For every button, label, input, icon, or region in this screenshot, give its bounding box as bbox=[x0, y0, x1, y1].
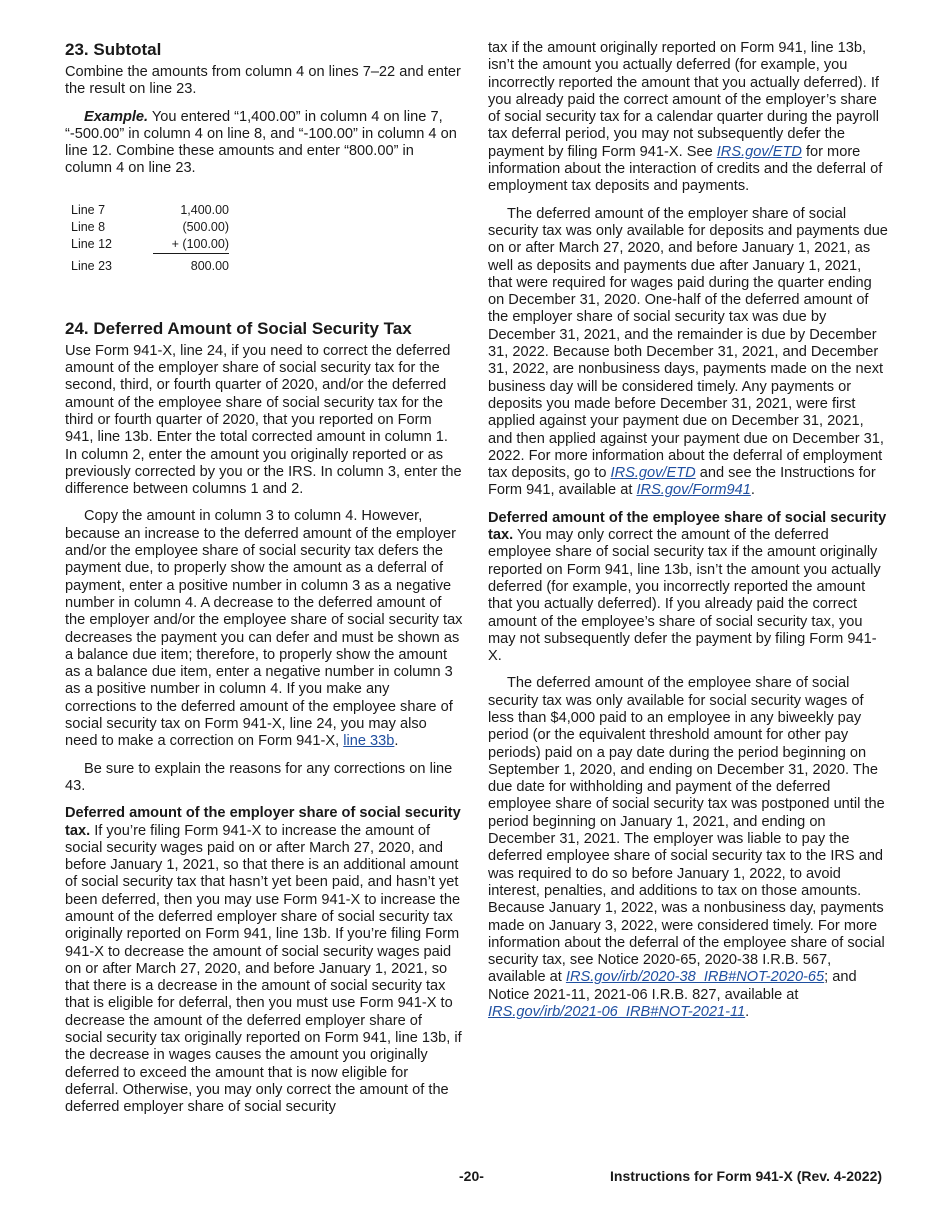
table-row bbox=[65, 236, 229, 254]
irs-etd-link[interactable]: IRS.gov/ETD bbox=[610, 465, 696, 482]
paragraph-text: . bbox=[750, 482, 755, 499]
right-paragraph-4 bbox=[488, 675, 888, 1021]
row-value: (500.00) bbox=[182, 219, 229, 234]
employer-share-text: If you’re filing Form 941-X to increase the amount of social security wages paid on or after March 27, 2020, and before January 1, 2021, so that there is an additional amount of social security tax that hasn’t yet been paid, and hasn’t yet been deferred, then you may use Form 941-X to increase the amount of the deferred employer share of social security tax originally reported on Form 941, line 13b. If you’re filing Form 941-X to decrease the amount of social security wages paid on or after March 27, 2020, and before January 1, 2021, so that there is a decrease in the amount of social security tax that is eligible for deferral, then you must use Form 941-X to decrease the amount of the deferred employer share of social security tax originally reported on Form 941, line 13b, if the decrease in wages causes the amount you originally deferred to exceed the amount that is now eligible for deferral. Otherwise, you may only correct the amount of the deferred employer share of social security bbox=[65, 822, 462, 1116]
irs-form941-link[interactable]: IRS.gov/Form941 bbox=[636, 482, 751, 499]
employee-share-heading: Deferred amount of the employee share of social security tax. bbox=[488, 509, 887, 544]
paragraph-text: ; and Notice 2021-11, 2021-06 I.R.B. 827, available at bbox=[488, 969, 857, 1003]
paragraph-text: Copy the amount in column 3 to column 4. However, because an increase to the deferred amount of the employer and/or the employee share of social security tax defers the payment due, to properly show the amount as a deferral of payment, enter a positive number in column 3 as a negative number in column 4. A decrease to the deferred amount of the employer and/or the employee share of social security tax decreases the payment you can defer and must be shown as a balance due item; therefore, to properly show the amount as a balance due item, enter a negative number in column 3 as a positive number in column 4. If you make any corrections to the deferred amount of the employee share of social security tax on Form 941-X, line 24, you may also need to make a correction on Form 941-X, bbox=[65, 508, 463, 750]
employer-share-heading: Deferred amount of the employer share of social security tax. bbox=[65, 805, 461, 839]
paragraph-text: . bbox=[394, 733, 399, 750]
example-label: Example. bbox=[84, 108, 149, 125]
paragraph-text: for more information about the interaction of credits and the deferral of employment tax deposits and payments. bbox=[488, 143, 883, 195]
notice-2020-65-link[interactable]: IRS.gov/irb/2020-38_IRB#NOT-2020-65 bbox=[565, 969, 825, 986]
table-row bbox=[65, 219, 229, 236]
table-row-total bbox=[65, 253, 229, 275]
row-label: Line 12 bbox=[71, 237, 113, 252]
section-23-title: 23. Subtotal bbox=[65, 40, 162, 59]
employer-share-paragraph bbox=[65, 805, 463, 1116]
section-24-paragraph-1: Use Form 941-X, line 24, if you need to correct the deferred amount of the employer share of social security tax for the second, third, or fourth quarter of 2020, and/or the deferred amount of the employee share of social security tax for the third or fourth quarter of 2020, that you reported on Form 941, line 13b. Enter the total corrected amount in column 1. In column 2, enter the amount you originally reported or as previously corrected by you or the IRS. In column 3, enter the difference between columns 1 and 2. bbox=[65, 342, 462, 498]
row-label: Line 23 bbox=[71, 258, 113, 273]
employee-share-text: You may only correct the amount of the deferred employee share of social security tax if the amount originally reported on Form 941, line 13b, isn’t the amount you actually deferred (for example, you incorrectly reported the amount that you actually deferred). If you already paid the correct amount of the employee’s share of social security tax, you may not subsequently defer the payment by filing Form 941-X. bbox=[488, 527, 881, 665]
paragraph-text: The deferred amount of the employee share of social security tax was only available for social security wages of less than $4,000 paid to an employee in any biweekly pay period (or the equivalent threshold amount for other pay periods) paid on a pay date during the period beginning on September 1, 2020, and ending on December 31, 2020. The due date for withholding and payment of the deferred employee share of social security tax was postponed until the period beginning on January 1, 2021, and ending on December 31, 2021. The employer was liable to pay the deferred employee share of social security tax to the IRS and was required to do so before January 1, 2022, to avoid interest, penalties, and additions to tax on those amounts. Because January 1, 2022, was a nonbusiness day, payments made on January 3, 2022, were considered timely. For more information about the deferral of the employee share of social security tax, see Notice 2020-65, 2020-38 I.R.B. 567, available at bbox=[488, 675, 885, 986]
example-text: You entered “1,400.00” in column 4 on line 7, “-500.00” in column 4 on line 8, and “-100.00” in column 4 on line 12. Combine these amounts and enter “800.00” in column 4 on line 23. bbox=[65, 108, 457, 177]
right-column bbox=[488, 40, 888, 1021]
example-paragraph bbox=[65, 109, 463, 178]
irs-etd-link[interactable]: IRS.gov/ETD bbox=[716, 143, 802, 160]
paragraph-text: tax if the amount originally reported on Form 941, line 13b, isn’t the amount you actually deferred (for example, you incorrectly reported the amount that you actually deferred). If you already paid the correct amount of the employer’s share of social security tax for a calendar quarter during the payroll tax deferral period, you may not subsequently defer the payment by filing Form 941-X. See bbox=[488, 40, 879, 160]
notice-2021-11-link[interactable]: IRS.gov/irb/2021-06_IRB#NOT-2021-11 bbox=[488, 1004, 746, 1021]
row-label: Line 8 bbox=[71, 219, 106, 234]
section-24-title: 24. Deferred Amount of Social Security Tax bbox=[65, 318, 412, 338]
left-column bbox=[65, 40, 463, 1117]
right-paragraph-2 bbox=[488, 206, 888, 500]
table-row bbox=[65, 202, 229, 219]
paragraph-text: and see the Instructions for Form 941, available at bbox=[488, 465, 876, 499]
paragraph-text: The deferred amount of the employer share of social security tax was only available for deposits and payments due on or after March 27, 2020, and before January 1, 2021, as well as deposits and payments due after January 1, 2021, that were required for wages paid during the quarter ending on December 31, 2020. One-half of the deferred amount of the employer share of social security tax was due by December 31, 2021, and the remainder is due by December 31, 2022. Because both December 31, 2021, and December 31, 2022, are nonbusiness days, payments made on the next business day will be considered timely. Any payments or deposits you made before December 31, 2021, were first applied against your payment due on December 31, 2021, and then applied against your payment due on December 31, 2022. For more information about the deferral of employment tax deposits, go to bbox=[488, 205, 888, 482]
section-23-text: Combine the amounts from column 4 on lines 7–22 and enter the result on line 23. bbox=[65, 64, 461, 98]
section-24-paragraph-3: Be sure to explain the reasons for any corrections on line 43. bbox=[65, 760, 453, 794]
employee-share-paragraph bbox=[488, 510, 888, 666]
page-number: -20- bbox=[459, 1168, 484, 1184]
row-label: Line 7 bbox=[71, 202, 106, 217]
line-33b-link[interactable]: line 33b bbox=[343, 733, 395, 750]
row-value: 1,400.00 bbox=[180, 202, 229, 217]
document-title: Instructions for Form 941-X (Rev. 4-2022) bbox=[610, 1168, 883, 1184]
right-paragraph-1 bbox=[488, 40, 888, 196]
row-value: + (100.00) bbox=[171, 236, 229, 251]
row-value: 800.00 bbox=[153, 253, 229, 275]
paragraph-text: . bbox=[745, 1004, 750, 1021]
section-24-paragraph-2 bbox=[65, 508, 463, 750]
calculation-table bbox=[65, 202, 229, 275]
